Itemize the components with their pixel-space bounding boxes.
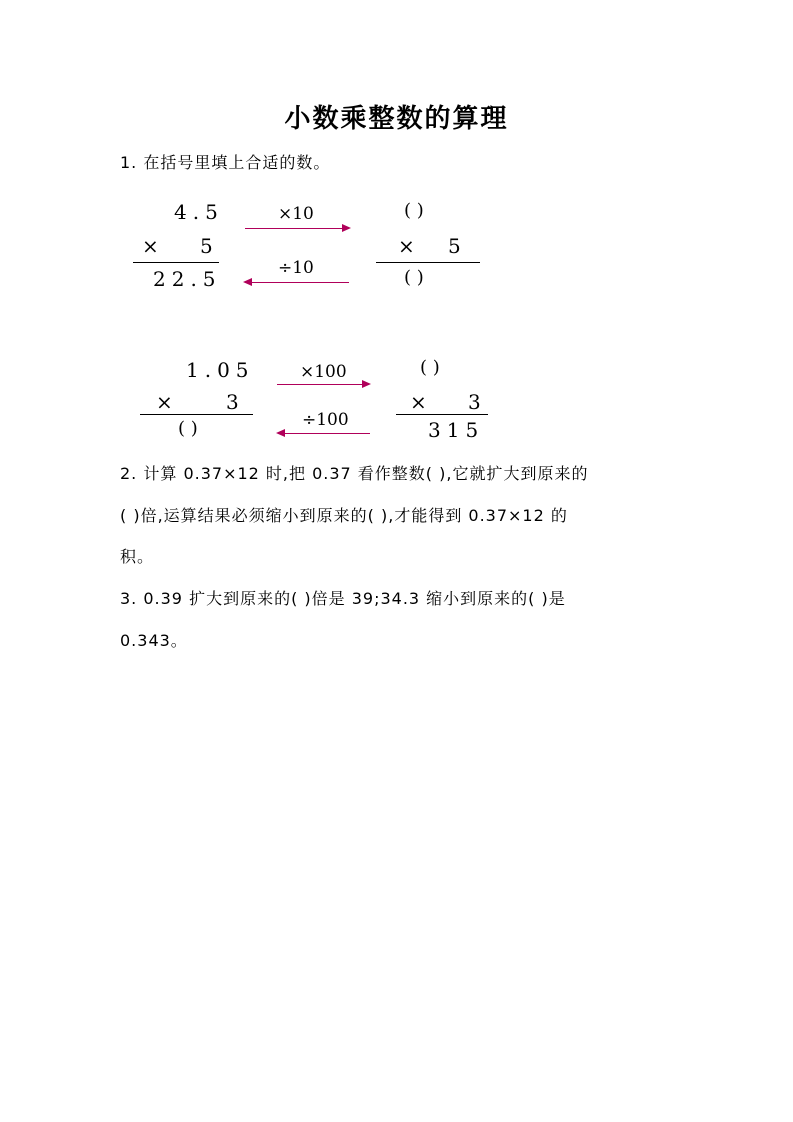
forward-operation-label: ×100 bbox=[300, 362, 347, 382]
left-arrow-icon bbox=[245, 282, 349, 283]
multiplier: 3 bbox=[468, 390, 487, 414]
backward-operation-label: ÷100 bbox=[302, 410, 349, 430]
forward-operation-label: ×10 bbox=[278, 204, 314, 224]
q2-line-3: 积。 bbox=[120, 547, 155, 566]
q2-line-1: 2. 计算 0.37×12 时,把 0.37 看作整数( ),它就扩大到原来的 bbox=[120, 464, 589, 483]
q2-line-2: ( )倍,运算结果必须缩小到原来的( ),才能得到 0.37×12 的 bbox=[120, 506, 568, 525]
right-arrow-icon bbox=[245, 228, 349, 229]
multiplier: 3 bbox=[226, 390, 245, 414]
q3-line-2: 0.343。 bbox=[120, 631, 188, 650]
blank-product: ( ) bbox=[178, 418, 198, 439]
blank-multiplicand: ( ) bbox=[404, 200, 424, 221]
multiplicand: 4.5 bbox=[174, 200, 224, 224]
product: 22.5 bbox=[153, 267, 222, 291]
multiplicand: 1.05 bbox=[186, 358, 255, 382]
q1-prompt: 1. 在括号里填上合适的数。 bbox=[120, 153, 331, 172]
result-line bbox=[133, 262, 219, 263]
multiply-sign: × bbox=[142, 234, 165, 258]
multiply-sign: × bbox=[410, 390, 433, 414]
blank-product: ( ) bbox=[404, 267, 424, 288]
multiplier: 5 bbox=[200, 234, 219, 258]
blank-multiplicand: ( ) bbox=[420, 357, 440, 378]
backward-operation-label: ÷10 bbox=[278, 258, 314, 278]
result-line bbox=[396, 414, 488, 415]
q3-line-1: 3. 0.39 扩大到原来的( )倍是 39;34.3 缩小到原来的( )是 bbox=[120, 589, 566, 608]
result-line bbox=[376, 262, 480, 263]
left-arrow-icon bbox=[278, 433, 370, 434]
product: 315 bbox=[428, 418, 485, 442]
multiply-sign: × bbox=[398, 234, 421, 258]
multiplier: 5 bbox=[448, 234, 467, 258]
result-line bbox=[140, 414, 253, 415]
multiply-sign: × bbox=[156, 390, 179, 414]
page-title: 小数乘整数的算理 bbox=[284, 104, 509, 134]
right-arrow-icon bbox=[277, 384, 369, 385]
